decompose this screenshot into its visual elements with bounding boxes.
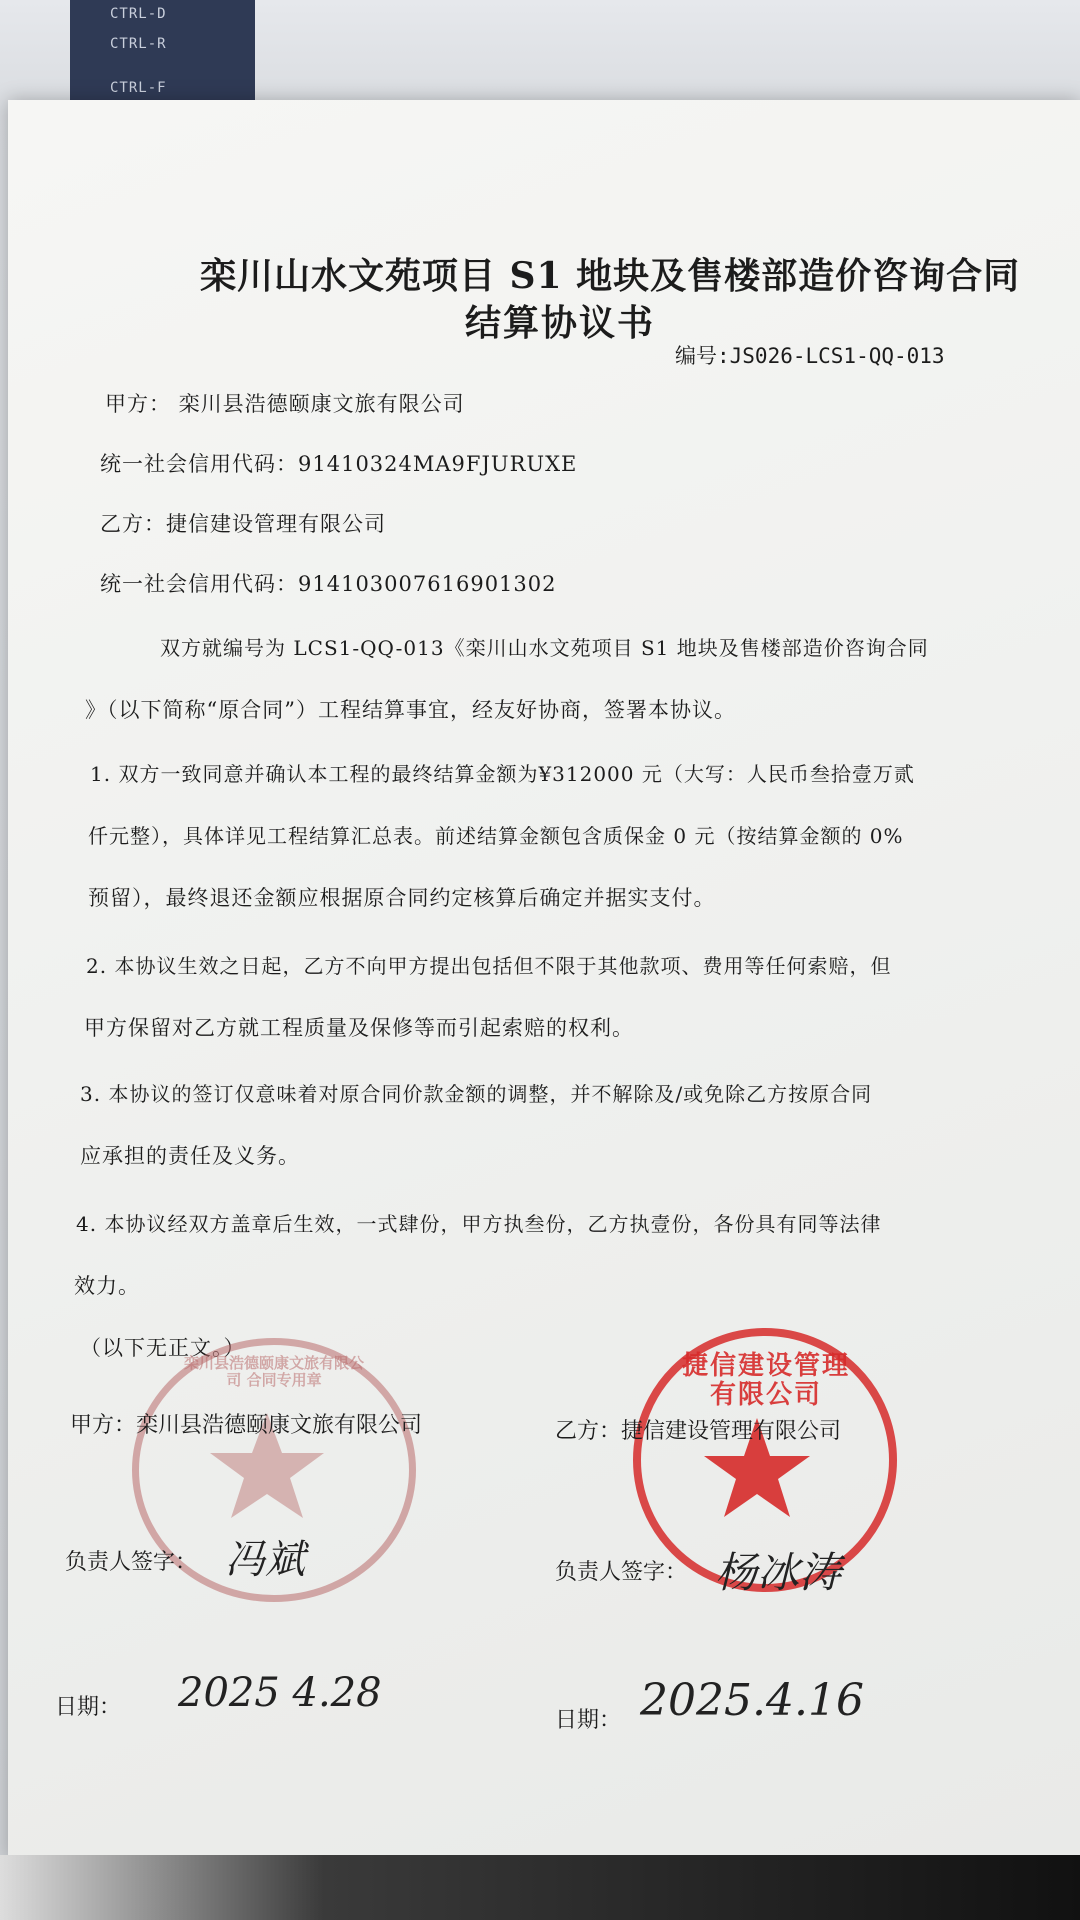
person-b-signature: 杨冰涛: [715, 1548, 842, 1597]
person-a-signature: 冯斌: [225, 1537, 305, 1583]
clause-2: 甲方保留对乙方就工程质量及保修等而引起索赔的权利。: [84, 1016, 634, 1040]
seal-a-text: 栾川县浩德颐康文旅有限公司 合同专用章: [183, 1354, 364, 1389]
clause-2: 2. 本协议生效之日起，乙方不向甲方提出包括但不限于其他款项、费用等任何索赔，但: [86, 954, 892, 978]
keyboard-corner: [70, 0, 255, 110]
desk-edge-shadow: [0, 1855, 1080, 1920]
seal-b-text: 捷信建设管理有限公司: [681, 1351, 850, 1410]
party-b-credit-code: 统一社会信用代码：914103007616901302: [100, 572, 557, 596]
key-label: CTRL-D: [110, 6, 167, 22]
party-b: 乙方：捷信建设管理有限公司: [100, 512, 386, 536]
party-a: 甲方： 栾川县浩德颐康文旅有限公司: [105, 392, 465, 416]
person-a-signature-label: 负责人签字：: [65, 1550, 198, 1575]
date-a-handwritten: 2025 4.28: [178, 1670, 382, 1716]
clause-1: 预留），最终退还金额应根据原合同约定核算后确定并据实支付。: [88, 886, 716, 910]
clause-1: 仟元整），具体详见工程结算汇总表。前述结算金额包含质保金 0 元（按结算金额的 0%: [88, 824, 904, 848]
end-note: （以下无正文。）: [80, 1336, 246, 1360]
clause-3: 3. 本协议的签订仅意味着对原合同价款金额的调整，并不解除及/或免除乙方按原合同: [80, 1082, 873, 1106]
document-subtitle: 结算协议书: [465, 302, 656, 344]
party-b-signature-label: 乙方：捷信建设管理有限公司: [555, 1419, 842, 1444]
document-number: 编号:JS026-LCS1-QQ-013: [675, 344, 945, 368]
party-a-credit-code: 统一社会信用代码：91410324MA9FJURUXE: [100, 452, 578, 476]
clause-3: 应承担的责任及义务。: [80, 1144, 300, 1168]
key-label: CTRL-F: [110, 80, 167, 96]
intro-line: 》（以下简称“原合同”）工程结算事宜，经友好协商，签署本协议。: [85, 698, 736, 722]
party-a-signature-label: 甲方：栾川县浩德颐康文旅有限公司: [70, 1413, 423, 1438]
clause-4: 效力。: [74, 1274, 140, 1298]
key-label: CTRL-R: [110, 36, 167, 52]
intro-line: 双方就编号为 LCS1-QQ-013《栾川山水文苑项目 S1 地块及售楼部造价咨询合同: [160, 636, 929, 660]
date-b-label: 日期：: [555, 1708, 622, 1733]
clause-1: 1. 双方一致同意并确认本工程的最终结算金额为¥312000 元（大写：人民币叁拾壹万贰: [90, 762, 915, 786]
document-title: 栾川山水文苑项目 S1 地块及售楼部造价咨询合同: [200, 255, 1021, 297]
date-b-handwritten: 2025.4.16: [640, 1675, 864, 1726]
date-a-label: 日期：: [55, 1695, 122, 1720]
clause-4: 4. 本协议经双方盖章后生效，一式肆份，甲方执叁份，乙方执壹份，各份具有同等法律: [76, 1212, 882, 1236]
person-b-signature-label: 负责人签字：: [555, 1560, 688, 1585]
